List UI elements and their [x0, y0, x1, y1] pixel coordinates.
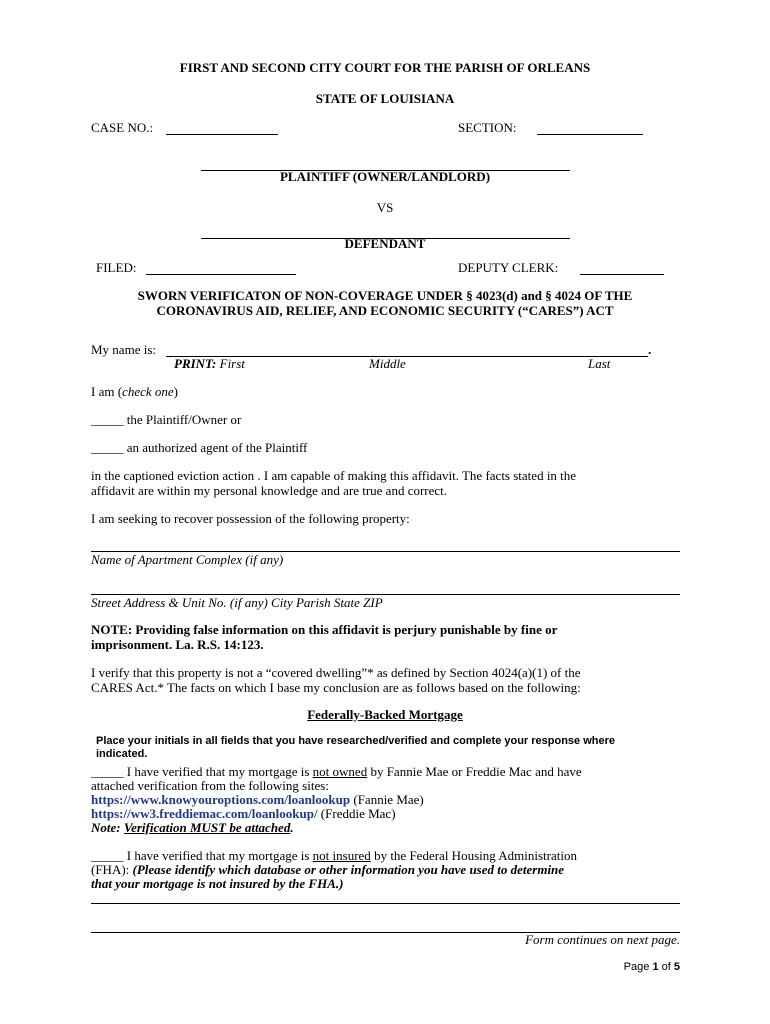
apartment-label: Name of Apartment Complex (if any)	[91, 552, 284, 567]
page-word: Page	[623, 961, 650, 973]
filed-label: FILED:	[96, 260, 137, 275]
my-name-label: My name is:	[91, 342, 156, 357]
section-field[interactable]	[537, 134, 643, 135]
verify-statement-line1: I verify that this property is not a “covered dwelling”* as defined by Section 4024(a)(1) of the	[91, 665, 581, 680]
not-insured-text: not insured	[312, 848, 371, 863]
verification-attached-text: Verification MUST be attached	[123, 820, 291, 835]
check-one-text: check one	[122, 384, 174, 399]
i-am-text: I am (	[91, 384, 123, 399]
fannie-freddie-line2: attached verification from the following sites:	[91, 778, 329, 793]
print-label: PRINT:	[174, 356, 217, 371]
fha-line3: that your mortgage is not insured by the FHA.)	[91, 876, 344, 891]
agent-option-text: an authorized agent of the Plaintiff	[126, 440, 308, 455]
role-option-agent	[91, 440, 307, 456]
form-title-line1: SWORN VERIFICATON OF NON-COVERAGE UNDER § 4023(d) and § 4024 OF THE	[137, 288, 633, 303]
fannie-mae-link[interactable]: https://www.knowyouroptions.com/loanlookup	[91, 792, 351, 807]
state-name: STATE OF LOUISIANA	[315, 91, 455, 106]
deputy-clerk-label: DEPUTY CLERK:	[458, 260, 559, 275]
freddie-mac-suffix: / (Freddie Mac)	[313, 806, 396, 821]
filed-field[interactable]	[146, 274, 296, 275]
verification-note	[91, 820, 294, 836]
of-word: of	[661, 961, 671, 973]
verify-statement-line2: CARES Act.* The facts on which I base my conclusion are as follows based on the following:	[91, 680, 581, 695]
court-name: FIRST AND SECOND CITY COURT FOR THE PARISH OF ORLEANS	[179, 60, 591, 75]
section-label: SECTION:	[458, 120, 517, 135]
note-label: Note:	[91, 820, 121, 835]
page-total: 5	[673, 961, 680, 973]
note-period: .	[290, 820, 294, 835]
owner-option-text: the Plaintiff/Owner or	[126, 412, 242, 427]
perjury-note-line1: NOTE: Providing false information on this affidavit is perjury punishable by fine or	[91, 622, 558, 637]
last-label: Last	[588, 356, 611, 371]
initials-instructions-line1: Place your initials in all fields that you have researched/verified and complete your response where	[96, 735, 616, 747]
case-no-field[interactable]	[166, 134, 278, 135]
defendant-label: DEFENDANT	[344, 236, 426, 251]
name-period: .	[648, 342, 652, 357]
fannie-mae-suffix: (Fannie Mae)	[353, 792, 424, 807]
form-title-line2: CORONAVIRUS AID, RELIEF, AND ECONOMIC SECURITY (“CARES”) ACT	[156, 303, 614, 318]
i-am-line	[91, 384, 178, 400]
fannie-text-a: I have verified that my mortgage is	[126, 764, 310, 779]
fha-instruction: (Please identify which database or other information you have used to determine	[132, 862, 565, 877]
plaintiff-label: PLAINTIFF (OWNER/LANDLORD)	[279, 169, 491, 184]
form-continues-note: Form continues on next page.	[525, 932, 680, 947]
page-number	[624, 961, 680, 973]
perjury-note-line2: imprisonment. La. R.S. 14:123.	[91, 637, 264, 652]
fha-initial-blank[interactable]: _____	[91, 848, 124, 863]
initials-instructions-line2: indicated.	[96, 748, 148, 760]
address-label: Street Address & Unit No. (if any) City Parish State ZIP	[91, 595, 383, 610]
fannie-initial-blank[interactable]: _____	[91, 764, 124, 779]
capable-statement-line2: affidavit are within my personal knowledge and are true and correct.	[91, 483, 448, 498]
agent-initial-blank[interactable]: _____	[91, 440, 124, 455]
page-current: 1	[652, 961, 659, 973]
first-label: First	[219, 356, 245, 371]
fha-text-a: I have verified that my mortgage is	[126, 848, 310, 863]
capable-statement-line1: in the captioned eviction action . I am capable of making this affidavit. The facts stated in the	[91, 468, 577, 483]
middle-label: Middle	[369, 356, 406, 371]
mortgage-heading: Federally-Backed Mortgage	[307, 707, 463, 722]
print-first-label	[174, 356, 245, 372]
role-option-owner	[91, 412, 241, 428]
owner-initial-blank[interactable]: _____	[91, 412, 124, 427]
fha-abbrev: (FHA):	[91, 862, 130, 877]
seeking-statement: I am seeking to recover possession of the following property:	[91, 511, 410, 526]
i-am-close: )	[173, 384, 178, 399]
fha-response-field-1[interactable]	[91, 903, 680, 904]
case-no-label: CASE NO.:	[91, 120, 154, 135]
fannie-text-b: by Fannie Mae or Freddie Mac and have	[370, 764, 582, 779]
vs-label: VS	[376, 200, 394, 215]
freddie-mac-link[interactable]: https://ww3.freddiemac.com/loanlookup	[91, 806, 314, 821]
not-owned-text: not owned	[312, 764, 368, 779]
deputy-clerk-field[interactable]	[580, 274, 664, 275]
fha-text-b: by the Federal Housing Administration	[374, 848, 577, 863]
